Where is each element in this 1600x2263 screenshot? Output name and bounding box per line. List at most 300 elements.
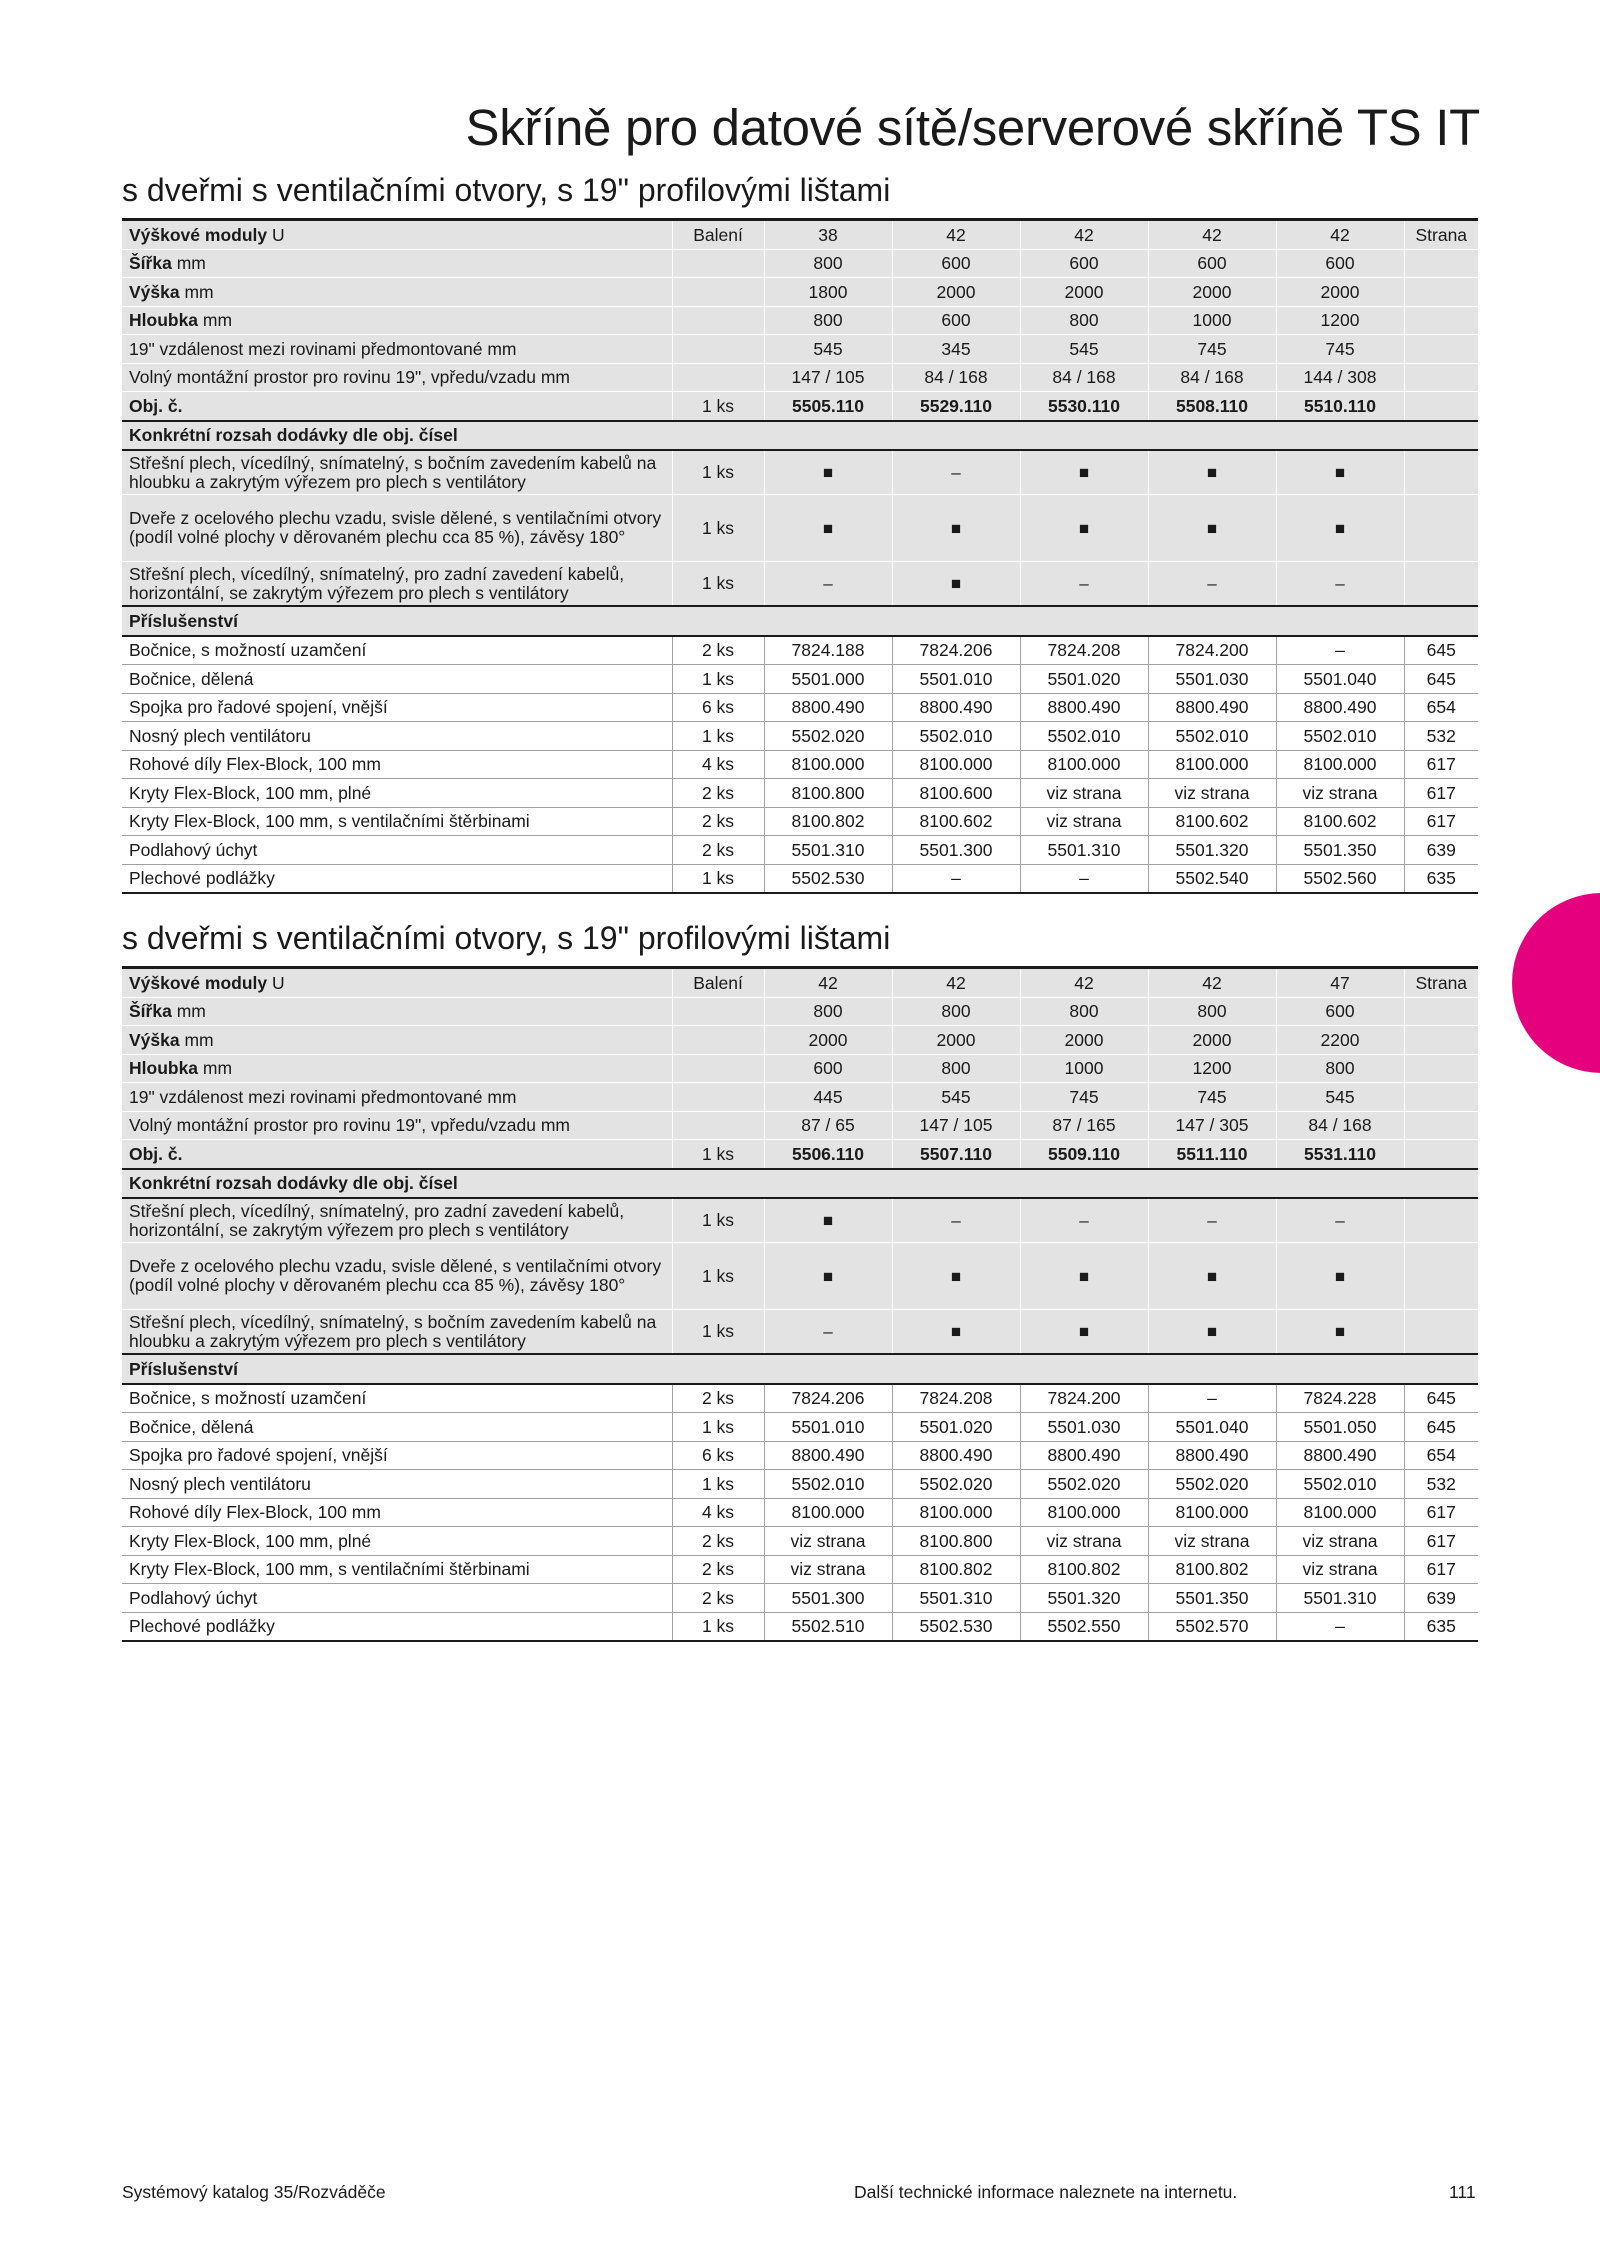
value-cell: 8100.000 [764, 750, 892, 779]
value-cell: 8800.490 [892, 1441, 1020, 1470]
pack-cell: 1 ks [672, 495, 764, 562]
accessory-row [122, 693, 1478, 722]
row-label [122, 1026, 672, 1055]
value-cell: 8100.000 [1020, 750, 1148, 779]
row-label: Bočnice, dělená [122, 1413, 672, 1442]
row-label: Plechové podlážky [122, 864, 672, 893]
scope-mark-cell: ■ [1276, 450, 1404, 495]
row-label: Střešní plech, vícedílný, snímatelný, s bočním zavedením kabelů na hloubku a zakrytým výřezem pro plech s ventilátory [122, 1310, 672, 1355]
accessory-row [122, 836, 1478, 865]
spec-unit: mm [176, 253, 206, 274]
scope-mark-cell: ■ [892, 1310, 1020, 1355]
value-cell: 5501.350 [1148, 1584, 1276, 1613]
scope-mark-cell: ■ [1148, 495, 1276, 562]
subsection-title: Příslušenství [122, 1354, 1478, 1384]
value-cell: 8100.000 [892, 750, 1020, 779]
scope-mark-cell: ■ [1020, 1243, 1148, 1310]
page-cell [1404, 335, 1478, 364]
value-cell: 5502.020 [764, 722, 892, 751]
value-cell: 545 [1020, 335, 1148, 364]
value-cell: 600 [892, 249, 1020, 278]
accessory-row [122, 1470, 1478, 1499]
pack-cell [672, 278, 764, 307]
value-cell: 600 [892, 306, 1020, 335]
page-cell [1404, 1026, 1478, 1055]
value-cell: 1000 [1020, 1054, 1148, 1083]
value-cell: 600 [764, 1054, 892, 1083]
value-cell: 5502.010 [1276, 722, 1404, 751]
pack-cell [672, 249, 764, 278]
value-cell: 5501.000 [764, 665, 892, 694]
value-cell: 84 / 168 [1148, 363, 1276, 392]
section-title: s dveřmi s ventilačními otvory, s 19" profilovými lištami [122, 172, 891, 208]
value-cell: 8800.490 [892, 693, 1020, 722]
pack-cell: 4 ks [672, 1498, 764, 1527]
pack-cell [672, 1026, 764, 1055]
pack-cell: 1 ks [672, 1140, 764, 1169]
value-cell: 1200 [1276, 306, 1404, 335]
value-cell: – [1276, 636, 1404, 665]
value-cell: 800 [1276, 1054, 1404, 1083]
value-cell: 5502.010 [1276, 1470, 1404, 1499]
pack-cell: 1 ks [672, 1612, 764, 1641]
pack-cell: 1 ks [672, 1310, 764, 1355]
scope-mark-cell: ■ [1148, 1243, 1276, 1310]
value-cell: 42 [764, 968, 892, 998]
value-cell: 2200 [1276, 1026, 1404, 1055]
value-cell: 5501.010 [892, 665, 1020, 694]
value-cell: 8100.802 [764, 807, 892, 836]
value-cell: 7824.228 [1276, 1384, 1404, 1413]
scope-mark-cell: ■ [1276, 1310, 1404, 1355]
value-cell: 8100.000 [892, 1498, 1020, 1527]
pack-cell: 1 ks [672, 1198, 764, 1243]
spec-name: Výška [129, 1029, 180, 1050]
pack-cell: 2 ks [672, 1584, 764, 1613]
spec-name: Výškové moduly [129, 972, 268, 993]
pack-cell: 1 ks [672, 722, 764, 751]
value-cell: 545 [892, 1083, 1020, 1112]
value-cell: – [1148, 1384, 1276, 1413]
page-cell [1404, 1111, 1478, 1140]
accessory-row [122, 864, 1478, 893]
order-number-row [122, 1140, 1478, 1169]
value-cell: 8100.602 [892, 807, 1020, 836]
value-cell: – [892, 864, 1020, 893]
value-cell: 5501.040 [1148, 1413, 1276, 1442]
value-cell: 800 [764, 997, 892, 1026]
value-cell: 147 / 305 [1148, 1111, 1276, 1140]
page-cell: 639 [1404, 1584, 1478, 1613]
spec-name: Výškové moduly [129, 224, 268, 245]
value-cell: 42 [1148, 220, 1276, 250]
spec-unit: mm [176, 1001, 206, 1022]
value-cell: – [1276, 1612, 1404, 1641]
pack-cell: 6 ks [672, 693, 764, 722]
value-cell: 5502.020 [1148, 1470, 1276, 1499]
value-cell: 5501.020 [1020, 665, 1148, 694]
scope-mark-cell: ■ [764, 495, 892, 562]
page-cell: 617 [1404, 1555, 1478, 1584]
page-cell [1404, 363, 1478, 392]
page-cell: 639 [1404, 836, 1478, 865]
value-cell: 800 [892, 1054, 1020, 1083]
page-cell: Strana [1404, 220, 1478, 250]
pack-cell [672, 1111, 764, 1140]
row-label: Podlahový úchyt [122, 1584, 672, 1613]
page-cell: 617 [1404, 807, 1478, 836]
scope-mark-cell: – [892, 1198, 1020, 1243]
order-number-cell: 5508.110 [1148, 392, 1276, 421]
value-cell: 7824.206 [764, 1384, 892, 1413]
pack-cell: 2 ks [672, 1555, 764, 1584]
pack-cell: 1 ks [672, 392, 764, 421]
pack-cell: Balení [672, 220, 764, 250]
page-cell: 635 [1404, 1612, 1478, 1641]
spec-name: Hloubka [129, 310, 199, 331]
value-cell: 8100.802 [1020, 1555, 1148, 1584]
row-label [122, 997, 672, 1026]
value-cell: 8800.490 [1276, 1441, 1404, 1470]
value-cell: 8800.490 [1276, 693, 1404, 722]
pack-cell: 2 ks [672, 1384, 764, 1413]
page-cell: 645 [1404, 1384, 1478, 1413]
page-cell: 645 [1404, 1413, 1478, 1442]
pack-cell: 6 ks [672, 1441, 764, 1470]
chapter-tab-marker [1512, 893, 1600, 1073]
value-cell: 5502.020 [892, 1470, 1020, 1499]
page-number: 111 [1449, 2182, 1476, 2202]
subsection-title: Konkrétní rozsah dodávky dle obj. čísel [122, 421, 1478, 451]
value-cell: 545 [1276, 1083, 1404, 1112]
accessory-row [122, 722, 1478, 751]
spec-row [122, 1111, 1478, 1140]
value-cell: 8800.490 [1020, 1441, 1148, 1470]
scope-header-row [122, 1169, 1478, 1199]
value-cell: 5501.010 [764, 1413, 892, 1442]
spec-unit: U [272, 224, 285, 245]
value-cell: – [1020, 864, 1148, 893]
value-cell: 745 [1148, 1083, 1276, 1112]
page-cell: 645 [1404, 665, 1478, 694]
value-cell: 5501.020 [892, 1413, 1020, 1442]
row-label: Spojka pro řadové spojení, vnější [122, 693, 672, 722]
scope-mark-cell: – [764, 1310, 892, 1355]
scope-mark-cell: – [1020, 562, 1148, 607]
spec-unit: mm [202, 1058, 233, 1079]
page-cell: 617 [1404, 1527, 1478, 1556]
row-label [122, 1054, 672, 1083]
row-label: Nosný plech ventilátoru [122, 1470, 672, 1499]
product-table [122, 218, 1478, 894]
spec-row [122, 1054, 1478, 1083]
value-cell: 8100.000 [1020, 1498, 1148, 1527]
value-cell: viz strana [764, 1527, 892, 1556]
value-cell: 5502.570 [1148, 1612, 1276, 1641]
value-cell: 5501.310 [1020, 836, 1148, 865]
value-cell: 147 / 105 [764, 363, 892, 392]
value-cell: 8100.800 [892, 1527, 1020, 1556]
row-label: Střešní plech, vícedílný, snímatelný, pro zadní zavedení kabelů, horizontální, se zakrytým výřezem pro plech s ventilátory [122, 562, 672, 607]
row-label: Kryty Flex-Block, 100 mm, s ventilačními štěrbinami [122, 807, 672, 836]
value-cell: 7824.200 [1148, 636, 1276, 665]
value-cell: 42 [1020, 220, 1148, 250]
row-label: Kryty Flex-Block, 100 mm, plné [122, 1527, 672, 1556]
order-number-cell: 5511.110 [1148, 1140, 1276, 1169]
spec-name: Šířka [129, 253, 172, 274]
value-cell: viz strana [1020, 779, 1148, 808]
row-label: 19" vzdálenost mezi rovinami předmontované mm [122, 335, 672, 364]
spec-row [122, 1026, 1478, 1055]
accessory-row [122, 1384, 1478, 1413]
order-number-cell: 5505.110 [764, 392, 892, 421]
value-cell: 745 [1276, 335, 1404, 364]
row-label: Dveře z ocelového plechu vzadu, svisle dělené, s ventilačními otvory (podíl volné plochy v děrovaném plechu cca 85 %), závěsy 180° [122, 1243, 672, 1310]
scope-row [122, 1198, 1478, 1243]
spec-row [122, 278, 1478, 307]
value-cell: 8100.000 [764, 1498, 892, 1527]
value-cell: 5502.020 [1020, 1470, 1148, 1499]
scope-row [122, 495, 1478, 562]
value-cell: 42 [892, 220, 1020, 250]
value-cell: 47 [1276, 968, 1404, 998]
order-number-cell: 5507.110 [892, 1140, 1020, 1169]
page-cell [1404, 1243, 1478, 1310]
value-cell: 2000 [1148, 278, 1276, 307]
value-cell: 545 [764, 335, 892, 364]
pack-cell: 1 ks [672, 1470, 764, 1499]
page-cell: 617 [1404, 1498, 1478, 1527]
row-label: Bočnice, s možností uzamčení [122, 1384, 672, 1413]
spec-row [122, 968, 1478, 998]
scope-mark-cell: – [1148, 1198, 1276, 1243]
page-cell [1404, 306, 1478, 335]
spec-unit: mm [184, 281, 214, 302]
accessory-row [122, 1555, 1478, 1584]
value-cell: 5502.550 [1020, 1612, 1148, 1641]
value-cell: 2000 [764, 1026, 892, 1055]
value-cell: 84 / 168 [1020, 363, 1148, 392]
value-cell: 5501.300 [892, 836, 1020, 865]
scope-mark-cell: ■ [892, 495, 1020, 562]
scope-mark-cell: – [1276, 1198, 1404, 1243]
pack-cell [672, 335, 764, 364]
page-cell [1404, 249, 1478, 278]
spec-name: Výška [129, 281, 180, 302]
value-cell: 8100.000 [1148, 1498, 1276, 1527]
value-cell: 5501.050 [1276, 1413, 1404, 1442]
accessory-row [122, 1413, 1478, 1442]
value-cell: 2000 [1020, 278, 1148, 307]
page-cell: 654 [1404, 693, 1478, 722]
value-cell: 5502.540 [1148, 864, 1276, 893]
value-cell: 5501.310 [764, 836, 892, 865]
scope-row [122, 562, 1478, 607]
footer-catalog-name: Systémový katalog 35/Rozváděče [122, 2182, 386, 2202]
value-cell: 7824.200 [1020, 1384, 1148, 1413]
row-label: Rohové díly Flex-Block, 100 mm [122, 750, 672, 779]
pack-cell: 1 ks [672, 1243, 764, 1310]
scope-mark-cell: ■ [1276, 495, 1404, 562]
accessory-row [122, 807, 1478, 836]
value-cell: 87 / 65 [764, 1111, 892, 1140]
value-cell: 2000 [892, 278, 1020, 307]
value-cell: 5502.510 [764, 1612, 892, 1641]
value-cell: viz strana [1276, 1527, 1404, 1556]
page-cell [1404, 1140, 1478, 1169]
page-cell: 645 [1404, 636, 1478, 665]
row-label: Rohové díly Flex-Block, 100 mm [122, 1498, 672, 1527]
spec-row [122, 335, 1478, 364]
page-cell [1404, 450, 1478, 495]
value-cell: 8100.802 [892, 1555, 1020, 1584]
accessory-row [122, 1498, 1478, 1527]
value-cell: 8100.000 [1276, 750, 1404, 779]
value-cell: 5502.010 [1148, 722, 1276, 751]
scope-mark-cell: ■ [764, 450, 892, 495]
value-cell: 445 [764, 1083, 892, 1112]
page-cell: 532 [1404, 722, 1478, 751]
pack-cell: 2 ks [672, 636, 764, 665]
value-cell: 8100.602 [1148, 807, 1276, 836]
order-number-cell: 5510.110 [1276, 392, 1404, 421]
value-cell: 8800.490 [1148, 1441, 1276, 1470]
scope-mark-cell: ■ [1148, 450, 1276, 495]
row-label: Střešní plech, vícedílný, snímatelný, s bočním zavedením kabelů na hloubku a zakrytým výřezem pro plech s ventilátory [122, 450, 672, 495]
value-cell: viz strana [1276, 779, 1404, 808]
value-cell: 800 [1020, 306, 1148, 335]
accessory-row [122, 665, 1478, 694]
pack-cell: 4 ks [672, 750, 764, 779]
row-label: Kryty Flex-Block, 100 mm, s ventilačními štěrbinami [122, 1555, 672, 1584]
spec-row [122, 220, 1478, 250]
value-cell: 8100.600 [892, 779, 1020, 808]
value-cell: 147 / 105 [892, 1111, 1020, 1140]
value-cell: 800 [892, 997, 1020, 1026]
value-cell: 5501.030 [1148, 665, 1276, 694]
pack-cell: 1 ks [672, 1413, 764, 1442]
accessories-header-row [122, 606, 1478, 636]
value-cell: 5502.010 [892, 722, 1020, 751]
page-cell [1404, 1054, 1478, 1083]
subsection-title: Příslušenství [122, 606, 1478, 636]
value-cell: 5502.010 [764, 1470, 892, 1499]
row-label: Nosný plech ventilátoru [122, 722, 672, 751]
scope-row [122, 1243, 1478, 1310]
value-cell: 2000 [1276, 278, 1404, 307]
value-cell: 5501.310 [892, 1584, 1020, 1613]
value-cell: 600 [1276, 249, 1404, 278]
value-cell: 800 [764, 306, 892, 335]
row-label: Podlahový úchyt [122, 836, 672, 865]
value-cell: 600 [1276, 997, 1404, 1026]
row-label [122, 249, 672, 278]
footer-note: Další technické informace naleznete na internetu. [854, 2182, 1238, 2202]
pack-cell [672, 306, 764, 335]
scope-mark-cell: ■ [892, 1243, 1020, 1310]
spec-row [122, 1083, 1478, 1112]
value-cell: 5502.530 [764, 864, 892, 893]
page-cell: Strana [1404, 968, 1478, 998]
scope-mark-cell: ■ [1020, 495, 1148, 562]
value-cell: viz strana [1020, 807, 1148, 836]
value-cell: 8100.000 [1148, 750, 1276, 779]
value-cell: viz strana [1148, 779, 1276, 808]
value-cell: 8100.602 [1276, 807, 1404, 836]
value-cell: 8100.800 [764, 779, 892, 808]
pack-cell [672, 1054, 764, 1083]
row-label: 19" vzdálenost mezi rovinami předmontované mm [122, 1083, 672, 1112]
row-label [122, 306, 672, 335]
value-cell: 87 / 165 [1020, 1111, 1148, 1140]
value-cell: 5501.350 [1276, 836, 1404, 865]
value-cell: 84 / 168 [1276, 1111, 1404, 1140]
page-cell [1404, 997, 1478, 1026]
scope-mark-cell: – [1276, 562, 1404, 607]
page-cell: 532 [1404, 1470, 1478, 1499]
value-cell: 42 [1276, 220, 1404, 250]
order-number-cell: 5509.110 [1020, 1140, 1148, 1169]
scope-mark-cell: – [1020, 1198, 1148, 1243]
product-table [122, 966, 1478, 1642]
page-cell: 617 [1404, 750, 1478, 779]
value-cell: 800 [1020, 997, 1148, 1026]
pack-cell: 2 ks [672, 807, 764, 836]
page-cell: 654 [1404, 1441, 1478, 1470]
scope-mark-cell: ■ [1276, 1243, 1404, 1310]
accessory-row [122, 1584, 1478, 1613]
value-cell: viz strana [1148, 1527, 1276, 1556]
value-cell: 800 [1148, 997, 1276, 1026]
pack-cell [672, 1083, 764, 1112]
value-cell: 1800 [764, 278, 892, 307]
value-cell: 5501.300 [764, 1584, 892, 1613]
value-cell: 345 [892, 335, 1020, 364]
value-cell: 8800.490 [764, 1441, 892, 1470]
accessory-row [122, 750, 1478, 779]
accessory-row [122, 1612, 1478, 1641]
value-cell: 1200 [1148, 1054, 1276, 1083]
row-label: Plechové podlážky [122, 1612, 672, 1641]
pack-cell: 1 ks [672, 864, 764, 893]
value-cell: 5501.040 [1276, 665, 1404, 694]
value-cell: 7824.208 [892, 1384, 1020, 1413]
row-label: Dveře z ocelového plechu vzadu, svisle dělené, s ventilačními otvory (podíl volné plochy v děrovaném plechu cca 85 %), závěsy 180° [122, 495, 672, 562]
page-cell [1404, 495, 1478, 562]
accessory-row [122, 1527, 1478, 1556]
pack-cell: 1 ks [672, 665, 764, 694]
scope-header-row [122, 421, 1478, 451]
value-cell: 2000 [1020, 1026, 1148, 1055]
scope-mark-cell: ■ [764, 1243, 892, 1310]
row-label [122, 968, 672, 998]
value-cell: 42 [1020, 968, 1148, 998]
accessory-row [122, 779, 1478, 808]
page-cell [1404, 278, 1478, 307]
value-cell: 7824.188 [764, 636, 892, 665]
page-cell [1404, 1083, 1478, 1112]
row-label: Obj. č. [122, 392, 672, 421]
pack-cell [672, 997, 764, 1026]
section-title: s dveřmi s ventilačními otvory, s 19" profilovými lištami [122, 920, 891, 956]
value-cell: 5501.310 [1276, 1584, 1404, 1613]
value-cell: 2000 [1148, 1026, 1276, 1055]
spec-unit: U [272, 972, 285, 993]
order-number-cell: 5506.110 [764, 1140, 892, 1169]
value-cell: 8100.802 [1148, 1555, 1276, 1584]
scope-mark-cell: ■ [892, 562, 1020, 607]
value-cell: 8800.490 [1148, 693, 1276, 722]
